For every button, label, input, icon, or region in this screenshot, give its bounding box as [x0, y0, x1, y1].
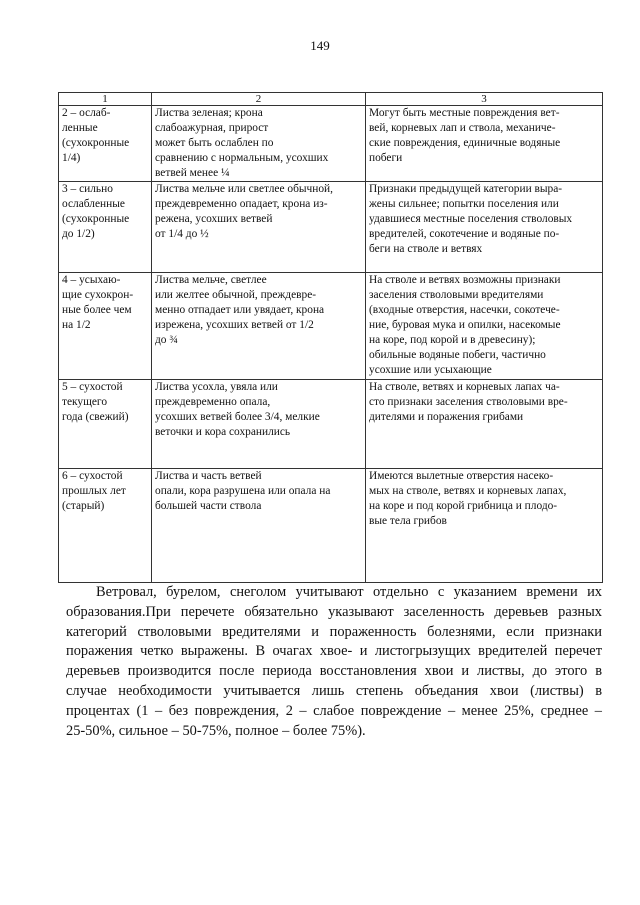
signs-cell: Могут быть местные повреждения вет- вей, корневых лап и ствола, механиче- ские повреждения, единичные водяные побеги — [366, 106, 603, 182]
table-header-row — [59, 93, 603, 106]
body-paragraph — [66, 583, 602, 741]
paragraph-line: 25-50%, сильное – 50-75%, полное – более 75%). — [66, 722, 366, 739]
crown-cell: Листва мельче, светлее или желтее обычной, преждевре- менно отпадает или увядает, крона изрежена, усохших ветвей от 1/2 до ¾ — [152, 273, 366, 380]
crown-cell: Листва зеленая; крона слабоажурная, прирост может быть ослаблен по сравнению с нормальным, усохших ветвей менее ¼ — [152, 106, 366, 182]
category-cell: 5 – сухостой текущего года (свежий) — [59, 380, 152, 469]
column-header-2: 2 — [152, 93, 366, 106]
signs-cell: На стволе и ветвях возможны признаки заселения стволовыми вредителями (входные отверстия, насечки, сокотече- ние, буровая мука и опилки, насекомые на коре, под корой и в древесину); обильные водяные побеги, частично усохшие или усыхающие — [366, 273, 603, 380]
table-row — [59, 380, 603, 469]
crown-cell: Листва мельче или светлее обычной, преждевременно опадает, крона из- режена, усохших ветвей от 1/4 до ½ — [152, 182, 366, 273]
paragraph-line: процентах (1 – без повреждения, 2 – слабое повреждение – менее 25%, среднее – — [66, 702, 602, 719]
signs-cell: Имеются вылетные отверстия насеко- мых на стволе, ветвях и корневых лапах, на коре и под корой грибница и плодо- вые тела грибов — [366, 469, 603, 583]
column-header-1: 1 — [59, 93, 152, 106]
table-row — [59, 469, 603, 583]
paragraph-line: деревьев производится после периода восстановления хвои и листвы, до этого в — [66, 663, 602, 680]
signs-cell: На стволе, ветвях и корневых лапах ча- сто признаки заселения стволовыми вре- дителями и поражения грибами — [366, 380, 603, 469]
table-row — [59, 106, 603, 182]
table-row — [59, 273, 603, 380]
tree-condition-table — [58, 92, 603, 583]
category-cell: 2 – ослаб- ленные (сухокронные 1/4) — [59, 106, 152, 182]
paragraph-line: категорий стволовыми вредителями и пораженность болезнями, если признаки — [66, 623, 602, 640]
signs-cell: Признаки предыдущей категории выра- жены сильнее; попытки поселения или удавшиеся местные поселения стволовых вредителей, сокотечение и водяные по- беги на стволе и ветвях — [366, 182, 603, 273]
paragraph-line: образования.При перечете обязательно указывают заселенность деревьев разных — [66, 603, 602, 620]
crown-cell: Листва и часть ветвей опали, кора разрушена или опала на большей части ствола — [152, 469, 366, 583]
paragraph-line: случае необходимости учитывается лишь степень объедания хвои (листвы) в — [66, 682, 602, 699]
category-cell: 4 – усыхаю- щие сухокрон- ные более чем на 1/2 — [59, 273, 152, 380]
page-number: 149 — [310, 38, 330, 53]
crown-cell: Листва усохла, увяла или преждевременно опала, усохших ветвей более 3/4, мелкие веточки и кора сохранились — [152, 380, 366, 469]
column-header-3: 3 — [366, 93, 603, 106]
category-cell: 6 – сухостой прошлых лет (старый) — [59, 469, 152, 583]
table-row — [59, 182, 603, 273]
paragraph-line: поражения четко выражены. В очагах хвое- и листогрызущих вредителей перечет — [66, 643, 602, 660]
paragraph-line: Ветровал, бурелом, снеголом учитывают отдельно с указанием времени их — [96, 584, 602, 600]
category-cell: 3 – сильно ослабленные (сухокронные до 1/2) — [59, 182, 152, 273]
